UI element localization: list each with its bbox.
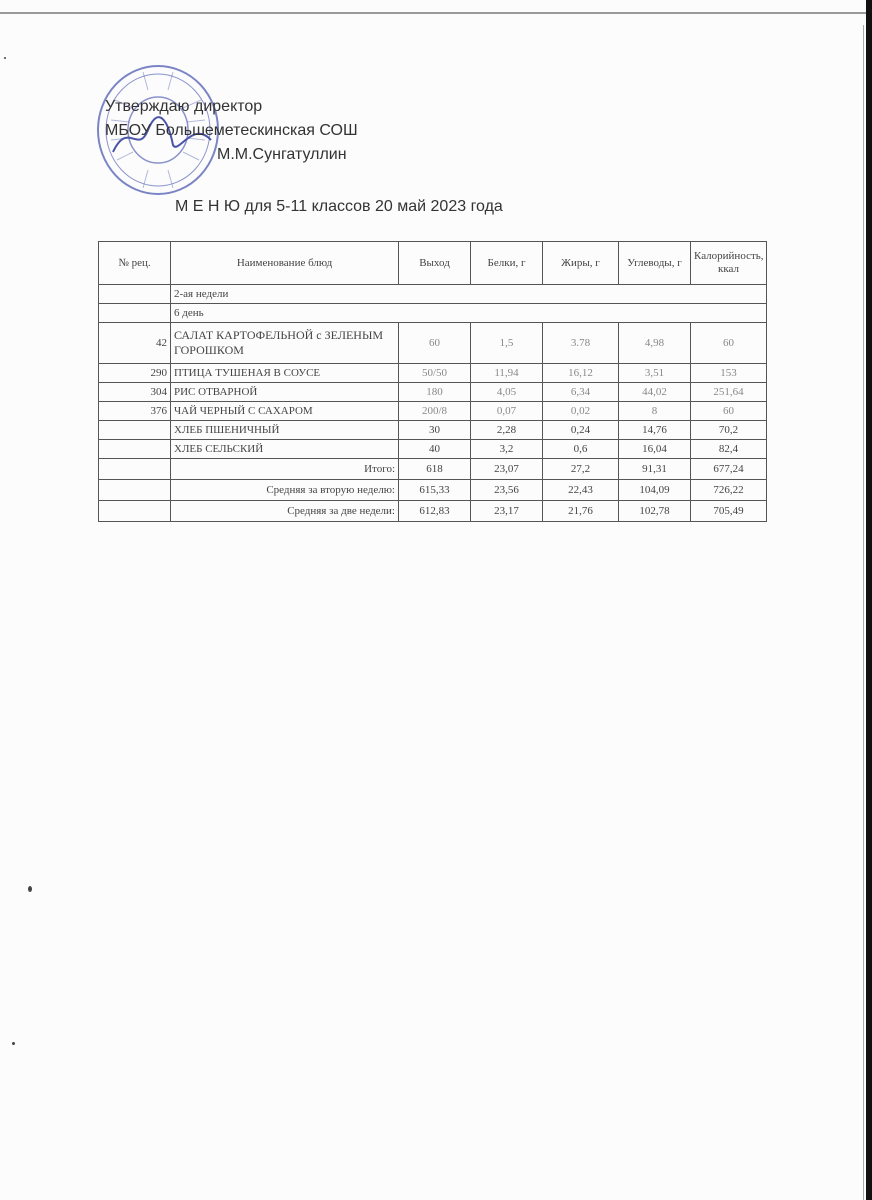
fat-value: 3.78 (543, 323, 619, 364)
col-header-protein: Белки, г (471, 242, 543, 285)
two-week-average-label: Средняя за две недели: (171, 501, 399, 522)
col-header-output: Выход (399, 242, 471, 285)
calories-value: 60 (691, 323, 767, 364)
table-row (99, 364, 767, 383)
output-value: 180 (399, 383, 471, 402)
protein-value: 4,05 (471, 383, 543, 402)
calories-value: 726,22 (691, 480, 767, 501)
week-label: 2-ая недели (171, 285, 767, 304)
dish-name: ЧАЙ ЧЕРНЫЙ С САХАРОМ (171, 402, 399, 421)
col-header-calories: Калорийность, ккал (691, 242, 767, 285)
week-row (99, 285, 767, 304)
col-header-carbs: Углеводы, г (619, 242, 691, 285)
carbs-value: 102,78 (619, 501, 691, 522)
calories-value: 70,2 (691, 421, 767, 440)
protein-value: 1,5 (471, 323, 543, 364)
director-name: М.М.Сунгатуллин (217, 146, 347, 163)
output-value: 618 (399, 459, 471, 480)
calories-value: 251,64 (691, 383, 767, 402)
output-value: 50/50 (399, 364, 471, 383)
scan-edge-top (0, 12, 868, 14)
menu-table (98, 241, 767, 522)
recipe-number: 376 (99, 402, 171, 421)
col-header-name: Наименование блюд (171, 242, 399, 285)
total-label: Итого: (171, 459, 399, 480)
recipe-number (99, 421, 171, 440)
dish-name: САЛАТ КАРТОФЕЛЬНОЙ с ЗЕЛЕНЫМ ГОРОШКОМ (171, 323, 399, 364)
table-row (99, 421, 767, 440)
calories-value: 153 (691, 364, 767, 383)
week-average-row (99, 480, 767, 501)
fat-value: 21,76 (543, 501, 619, 522)
week-average-label: Средняя за вторую неделю: (171, 480, 399, 501)
calories-value: 82,4 (691, 440, 767, 459)
carbs-value: 14,76 (619, 421, 691, 440)
output-value: 30 (399, 421, 471, 440)
fat-value: 27,2 (543, 459, 619, 480)
carbs-value: 104,09 (619, 480, 691, 501)
table-row (99, 383, 767, 402)
recipe-number: 304 (99, 383, 171, 402)
recipe-number (99, 440, 171, 459)
fat-value: 0,02 (543, 402, 619, 421)
protein-value: 2,28 (471, 421, 543, 440)
day-label: 6 день (171, 304, 767, 323)
output-value: 615,33 (399, 480, 471, 501)
scan-speck (12, 1042, 15, 1045)
table-header-row (99, 242, 767, 285)
total-row (99, 459, 767, 480)
school-name: МБОУ Большеметескинская СОШ (105, 122, 358, 139)
recipe-number: 42 (99, 323, 171, 364)
output-value: 200/8 (399, 402, 471, 421)
protein-value: 0,07 (471, 402, 543, 421)
fat-value: 0,6 (543, 440, 619, 459)
fat-value: 16,12 (543, 364, 619, 383)
menu-title: М Е Н Ю для 5-11 классов 20 май 2023 года (175, 198, 503, 215)
carbs-value: 91,31 (619, 459, 691, 480)
output-value: 60 (399, 323, 471, 364)
output-value: 612,83 (399, 501, 471, 522)
col-header-recipe: № рец. (99, 242, 171, 285)
approval-block (105, 95, 358, 167)
protein-value: 23,17 (471, 501, 543, 522)
approval-title: Утверждаю директор (105, 98, 263, 115)
carbs-value: 8 (619, 402, 691, 421)
protein-value: 3,2 (471, 440, 543, 459)
fat-value: 22,43 (543, 480, 619, 501)
dish-name: РИС ОТВАРНОЙ (171, 383, 399, 402)
calories-value: 60 (691, 402, 767, 421)
two-week-average-row (99, 501, 767, 522)
table-row (99, 440, 767, 459)
dish-name: ХЛЕБ ПШЕНИЧНЫЙ (171, 421, 399, 440)
calories-value: 705,49 (691, 501, 767, 522)
carbs-value: 4,98 (619, 323, 691, 364)
recipe-number: 290 (99, 364, 171, 383)
protein-value: 23,07 (471, 459, 543, 480)
scan-edge-right (866, 0, 872, 1200)
scan-edge-line (863, 25, 864, 1200)
fat-value: 0,24 (543, 421, 619, 440)
protein-value: 11,94 (471, 364, 543, 383)
carbs-value: 3,51 (619, 364, 691, 383)
table-row (99, 402, 767, 421)
dish-name: ПТИЦА ТУШЕНАЯ В СОУСЕ (171, 364, 399, 383)
scan-speck (28, 886, 32, 892)
day-row (99, 304, 767, 323)
calories-value: 677,24 (691, 459, 767, 480)
protein-value: 23,56 (471, 480, 543, 501)
col-header-fat: Жиры, г (543, 242, 619, 285)
output-value: 40 (399, 440, 471, 459)
carbs-value: 44,02 (619, 383, 691, 402)
scan-speck (4, 57, 6, 59)
fat-value: 6,34 (543, 383, 619, 402)
dish-name: ХЛЕБ СЕЛЬСКИЙ (171, 440, 399, 459)
carbs-value: 16,04 (619, 440, 691, 459)
table-row (99, 323, 767, 364)
